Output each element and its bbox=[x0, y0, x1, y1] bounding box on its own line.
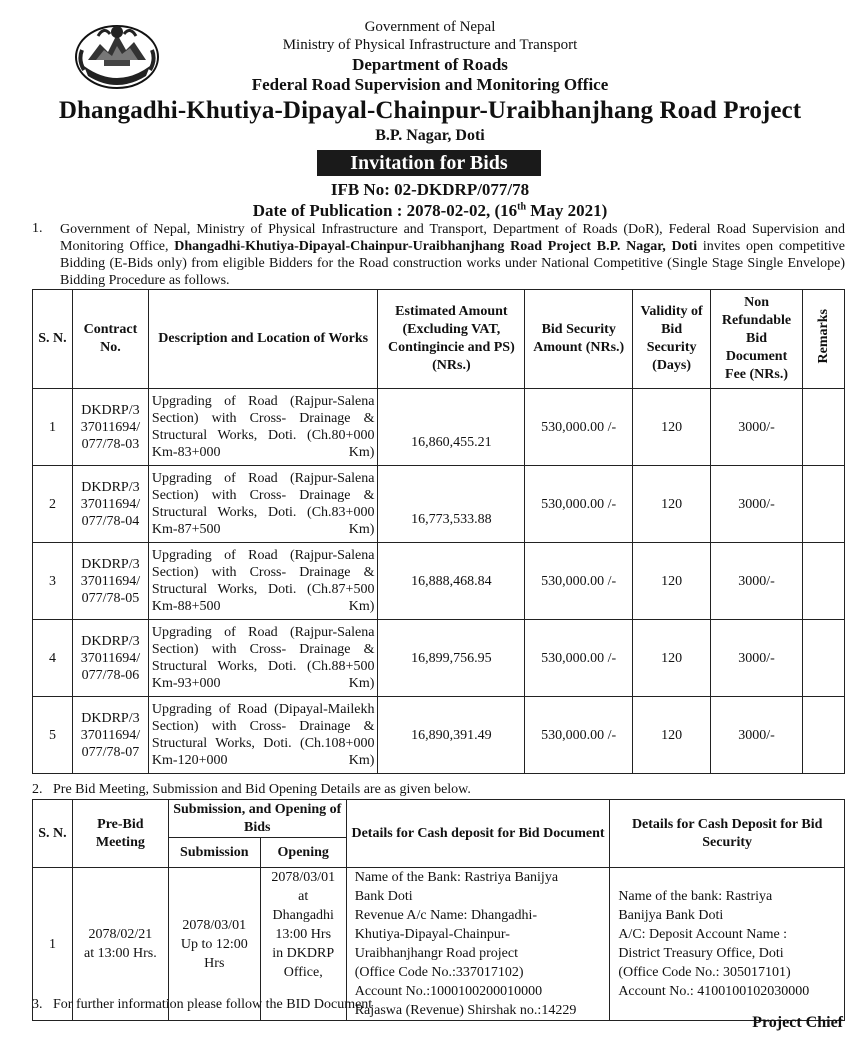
row-description: Upgrading of Road (Dipayal-Mailekh Section) with Cross- Drainage & Structural Works, Doti. (Ch.108+000 Km-120+000 Km) bbox=[148, 697, 378, 774]
row-amount: 16,860,455.21 bbox=[378, 389, 525, 466]
ministry-name: Ministry of Physical Infrastructure and Transport bbox=[282, 37, 578, 53]
row-validity: 120 bbox=[633, 697, 711, 774]
signature-title: Project Chief bbox=[752, 1014, 843, 1031]
schedule-header-prebid: Pre-Bid Meeting bbox=[72, 800, 168, 868]
project-location: B.P. Nagar, Doti bbox=[375, 127, 485, 144]
row-validity: 120 bbox=[633, 620, 711, 697]
row-sn: 1 bbox=[33, 389, 73, 466]
row-sn: 4 bbox=[33, 620, 73, 697]
schedule-header-cash-security: Details for Cash Deposit for Bid Security bbox=[610, 800, 845, 868]
row-description: Upgrading of Road (Rajpur-Salena Section) with Cross- Drainage & Structural Works, Doti. (Ch.83+000 Km-87+500 Km) bbox=[148, 466, 378, 543]
schedule-header-cash-doc: Details for Cash deposit for Bid Document bbox=[346, 800, 610, 868]
table-row bbox=[33, 697, 845, 774]
header-contract: Contract No. bbox=[72, 290, 148, 389]
row-remarks bbox=[803, 543, 845, 620]
row-remarks bbox=[803, 697, 845, 774]
table-row bbox=[33, 466, 845, 543]
project-title: Dhangadhi-Khutiya-Dipayal-Chainpur-Uraibhanjhang Road Project bbox=[58, 97, 802, 124]
row-security: 530,000.00 /- bbox=[525, 620, 633, 697]
row-security: 530,000.00 /- bbox=[525, 389, 633, 466]
row-amount: 16,890,391.49 bbox=[378, 697, 525, 774]
schedule-header-opening: Opening bbox=[260, 838, 346, 868]
para2-text: 2. Pre Bid Meeting, Submission and Bid Opening Details are as given below. bbox=[32, 782, 471, 797]
office-name: Federal Road Supervision and Monitoring Office bbox=[251, 75, 609, 94]
row-remarks bbox=[803, 466, 845, 543]
header-validity: Validity of Bid Security (Days) bbox=[633, 290, 711, 389]
table-row bbox=[33, 620, 845, 697]
ifb-number: IFB No: 02-DKDRP/077/78 bbox=[330, 180, 530, 199]
row-description: Upgrading of Road (Rajpur-Salena Section) with Cross- Drainage & Structural Works, Doti. (Ch.88+500 Km-93+000 Km) bbox=[148, 620, 378, 697]
schedule-header-sn: S. N. bbox=[33, 800, 73, 868]
row-remarks bbox=[803, 389, 845, 466]
header-document-fee: Non Refundable Bid Document Fee (NRs.) bbox=[711, 290, 803, 389]
para3-text: 3. For further information please follow the BID Document bbox=[32, 997, 373, 1012]
header-remarks: Remarks bbox=[803, 290, 845, 389]
row-fee: 3000/- bbox=[711, 543, 803, 620]
row-description: Upgrading of Road (Rajpur-Salena Section) with Cross- Drainage & Structural Works, Doti. (Ch.80+000 Km-83+000 Km) bbox=[148, 389, 378, 466]
header-description: Description and Location of Works bbox=[148, 290, 378, 389]
row-security: 530,000.00 /- bbox=[525, 543, 633, 620]
row-security: 530,000.00 /- bbox=[525, 697, 633, 774]
para1-number: 1. bbox=[32, 221, 43, 236]
row-security: 530,000.00 /- bbox=[525, 466, 633, 543]
header-estimated-amount: Estimated Amount (Excluding VAT, Contingincie and PS) (NRs.) bbox=[378, 290, 525, 389]
row-validity: 120 bbox=[633, 543, 711, 620]
row-contract: DKDRP/3 37011694/ 077/78-05 bbox=[72, 543, 148, 620]
row-contract: DKDRP/3 37011694/ 077/78-03 bbox=[72, 389, 148, 466]
publication-date: Date of Publication : 2078-02-02, (16th May 2021) bbox=[252, 201, 608, 220]
row-amount: 16,888,468.84 bbox=[378, 543, 525, 620]
row-contract: DKDRP/3 37011694/ 077/78-06 bbox=[72, 620, 148, 697]
para1-text: Government of Nepal, Ministry of Physical Infrastructure and Transport, Department of Roads (DoR), Federal Road Supervision and Monitoring Office, Dhangadhi-Khutiya-Dipayal-Chainpur-Uraibhanjhang Road Project B.P. Nagar, Doti invites open competitive Bidding (E-Bids only) from eligible Bidders for the Road construction works under National Competitive (Single Stage Single Envelope) Bidding Procedure as follows. bbox=[60, 222, 846, 288]
row-fee: 3000/- bbox=[711, 466, 803, 543]
works-table bbox=[32, 289, 845, 774]
row-validity: 120 bbox=[633, 389, 711, 466]
schedule-cash-security: Name of the bank: Rastriya Banijya Bank Doti A/C: Deposit Account Name : District Treasury Office, Doti (Office Code No.: 305017101) Account No.: 4100100102030000 bbox=[610, 868, 845, 1021]
row-contract: DKDRP/3 37011694/ 077/78-07 bbox=[72, 697, 148, 774]
schedule-sn: 1 bbox=[33, 868, 73, 1021]
table-row bbox=[33, 543, 845, 620]
row-amount: 16,899,756.95 bbox=[378, 620, 525, 697]
row-sn: 2 bbox=[33, 466, 73, 543]
schedule-prebid: 2078/02/21 at 13:00 Hrs. bbox=[72, 868, 168, 1021]
row-remarks bbox=[803, 620, 845, 697]
row-validity: 120 bbox=[633, 466, 711, 543]
header-bid-security: Bid Security Amount (NRs.) bbox=[525, 290, 633, 389]
row-description: Upgrading of Road (Rajpur-Salena Section) with Cross- Drainage & Structural Works, Doti. (Ch.87+500 Km-88+500 Km) bbox=[148, 543, 378, 620]
schedule-cash-doc: Name of the Bank: Rastriya Banijya Bank Doti Revenue A/c Name: Dhangadhi- Khutiya-Dipayal-Chainpur- Uraibhanjhangr Road project (Office Code No.:337017102) Account No.:1000100200010000 Rajaswa (Revenue) Shirshak no.:14229 bbox=[346, 868, 610, 1021]
row-sn: 3 bbox=[33, 543, 73, 620]
schedule-opening: 2078/03/01 at Dhangadhi 13:00 Hrs in DKDRP Office, bbox=[260, 868, 346, 1021]
header-sn: S. N. bbox=[33, 290, 73, 389]
row-fee: 3000/- bbox=[711, 697, 803, 774]
row-fee: 3000/- bbox=[711, 389, 803, 466]
row-sn: 5 bbox=[33, 697, 73, 774]
table-row bbox=[33, 389, 845, 466]
schedule-header-submission: Submission bbox=[168, 838, 260, 868]
row-contract: DKDRP/3 37011694/ 077/78-04 bbox=[72, 466, 148, 543]
government-name: Government of Nepal bbox=[364, 19, 496, 35]
row-fee: 3000/- bbox=[711, 620, 803, 697]
row-amount: 16,773,533.88 bbox=[378, 466, 525, 543]
schedule-table bbox=[32, 799, 845, 1021]
department-name: Department of Roads bbox=[352, 55, 508, 74]
schedule-header-submission-opening: Submission, and Opening of Bids bbox=[168, 800, 346, 838]
invitation-banner: Invitation for Bids bbox=[317, 150, 541, 176]
schedule-submission: 2078/03/01 Up to 12:00 Hrs bbox=[168, 868, 260, 1021]
